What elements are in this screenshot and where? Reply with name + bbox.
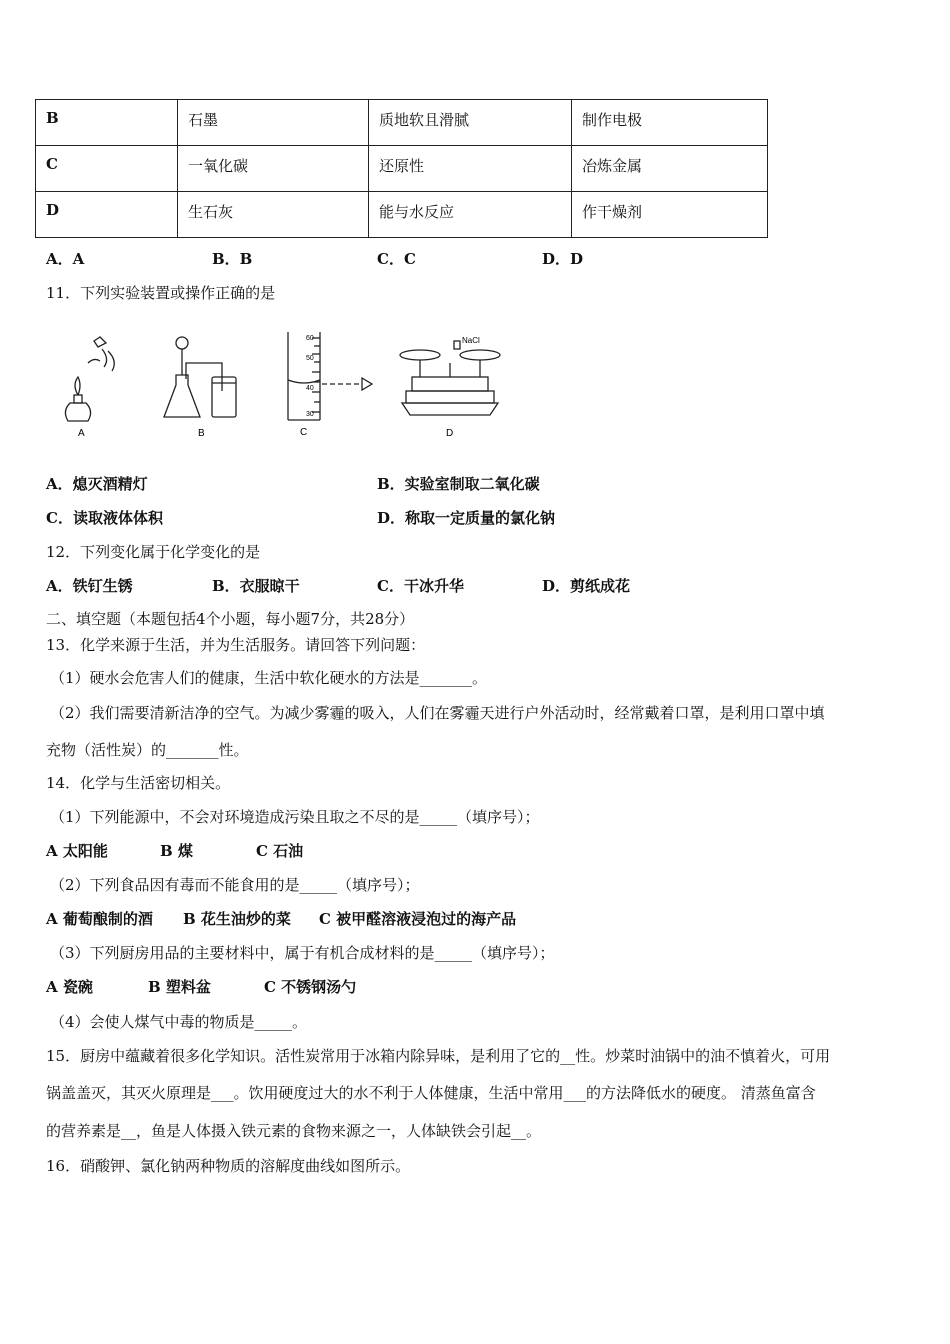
q10-choice-c[interactable]: C．C: [377, 250, 416, 268]
q11-choice-a[interactable]: A．熄灭酒精灯: [46, 475, 148, 493]
svg-text:40: 40: [306, 385, 314, 392]
left-pan: [400, 350, 440, 360]
graduated-cylinder-figure: [280, 330, 380, 442]
q11-choice-c[interactable]: C．读取液体体积: [46, 509, 163, 527]
q13-part2-line2: 充物（活性炭）的_______性。: [46, 741, 249, 759]
table-row: [36, 146, 768, 192]
q14-part3: （3）下列厨房用品的主要材料中，属于有机合成材料的是_____（填序号）；: [50, 944, 555, 962]
svg-text:60: 60: [306, 335, 314, 342]
lamp-flame: [75, 377, 80, 395]
q12-choice-b[interactable]: B．衣服晾干: [212, 577, 300, 595]
row-letter: D: [36, 192, 178, 238]
q11-choice-b[interactable]: B．实验室制取二氧化碳: [377, 475, 540, 493]
q14-part2: （2）下列食品因有毒而不能食用的是_____（填序号）；: [50, 876, 420, 894]
alcohol-lamp-figure: [48, 333, 138, 443]
q12-choice-c[interactable]: C．干冰升华: [377, 577, 464, 595]
q15-line1: 15．厨房中蕴藏着很多化学知识。活性炭常用于冰箱内除异味，是利用了它的__性。炒菜时油锅中的油不慎着火，可用: [46, 1047, 831, 1065]
q14-part3-opt-a[interactable]: A 瓷碗: [46, 978, 93, 996]
balance-figure: [392, 333, 512, 445]
right-pan: [460, 350, 500, 360]
balance-base: [402, 403, 498, 415]
q14-part2-opt-a[interactable]: A 葡萄酿制的酒: [46, 910, 153, 928]
q14-part1-opt-b[interactable]: B 煤: [160, 842, 193, 860]
row-substance: 石墨: [178, 100, 369, 146]
q14-stem: 14．化学与生活密切相关。: [46, 774, 231, 792]
q10-choice-b[interactable]: B．B: [212, 250, 253, 268]
q11-choice-d[interactable]: D．称取一定质量的氯化钠: [377, 509, 556, 527]
q14-part2-opt-c[interactable]: C 被甲醛溶液浸泡过的海产品: [319, 910, 517, 928]
blow-lines: [102, 349, 114, 371]
q12-choice-a[interactable]: A．铁钉生锈: [46, 577, 133, 595]
row-property: 能与水反应: [369, 192, 572, 238]
funnel-top: [176, 337, 188, 349]
q14-part2-opt-b[interactable]: B 花生油炒的菜: [183, 910, 291, 928]
row-letter: C: [36, 146, 178, 192]
figure-label-a: A: [78, 428, 85, 439]
section-heading: 二、填空题（本题包括4个小题，每小题7分，共28分）: [46, 610, 415, 628]
gas-generation-figure: [160, 333, 245, 443]
lamp-body: [65, 403, 90, 421]
lamp-neck: [74, 395, 82, 403]
figure-label-d: D: [446, 428, 454, 439]
figure-label-b: B: [198, 428, 205, 439]
q10-choice-d[interactable]: D．D: [542, 250, 584, 268]
q14-part1-opt-a[interactable]: A 太阳能: [46, 842, 108, 860]
q10-options-table: [35, 99, 768, 238]
q14-part1: （1）下列能源中，不会对环境造成污染且取之不尽的是_____（填序号）；: [50, 808, 540, 826]
row-property: 质地软且滑腻: [369, 100, 572, 146]
q12-choice-d[interactable]: D．剪纸成花: [542, 577, 631, 595]
weight-block: [454, 341, 460, 349]
table-row: [36, 100, 768, 146]
row-use: 作干燥剂: [572, 192, 768, 238]
row-substance: 生石灰: [178, 192, 369, 238]
q12-stem: 12．下列变化属于化学变化的是: [46, 543, 261, 561]
q13-part2-line1: （2）我们需要清新洁净的空气。为减少雾霾的吸入，人们在雾霾天进行户外活动时，经常戴着口罩，是利用口罩中填: [50, 704, 825, 722]
table-row: [36, 192, 768, 238]
row-substance: 一氧化碳: [178, 146, 369, 192]
row-property: 还原性: [369, 146, 572, 192]
conical-flask: [164, 375, 200, 417]
q14-part4: （4）会使人煤气中毒的物质是_____。: [50, 1013, 308, 1031]
q15-line2: 锅盖盖灭，其灭火原理是___。饮用硬度过大的水不利于人体健康，生活中常用___的方法降低水的硬度。 清蒸鱼富含: [46, 1084, 816, 1102]
q14-part3-opt-c[interactable]: C 不锈钢汤勺: [264, 978, 357, 996]
svg-text:30: 30: [306, 411, 314, 418]
row-letter: B: [36, 100, 178, 146]
row-use: 冶炼金属: [572, 146, 768, 192]
q13-stem: 13．化学来源于生活，并为生活服务。请回答下列问题：: [46, 636, 426, 654]
q14-part1-opt-c[interactable]: C 石油: [256, 842, 304, 860]
mouth-shape: [94, 337, 106, 347]
nacl-label: NaCl: [462, 336, 480, 345]
q11-stem: 11．下列实验装置或操作正确的是: [46, 284, 276, 302]
svg-text:50: 50: [306, 355, 314, 362]
q15-line3: 的营养素是__，鱼是人体摄入铁元素的食物来源之一，人体缺铁会引起__。: [46, 1122, 542, 1140]
q10-choice-a[interactable]: A．A: [46, 250, 85, 268]
q14-part3-opt-b[interactable]: B 塑料盆: [148, 978, 211, 996]
row-use: 制作电极: [572, 100, 768, 146]
beam: [412, 377, 488, 391]
q16-stem: 16．硝酸钾、氯化钠两种物质的溶解度曲线如图所示。: [46, 1157, 411, 1175]
eye-icon: [362, 378, 372, 390]
q13-part1: （1）硬水会危害人们的健康，生活中软化硬水的方法是_______。: [50, 669, 488, 687]
figure-label-c: C: [300, 427, 308, 438]
